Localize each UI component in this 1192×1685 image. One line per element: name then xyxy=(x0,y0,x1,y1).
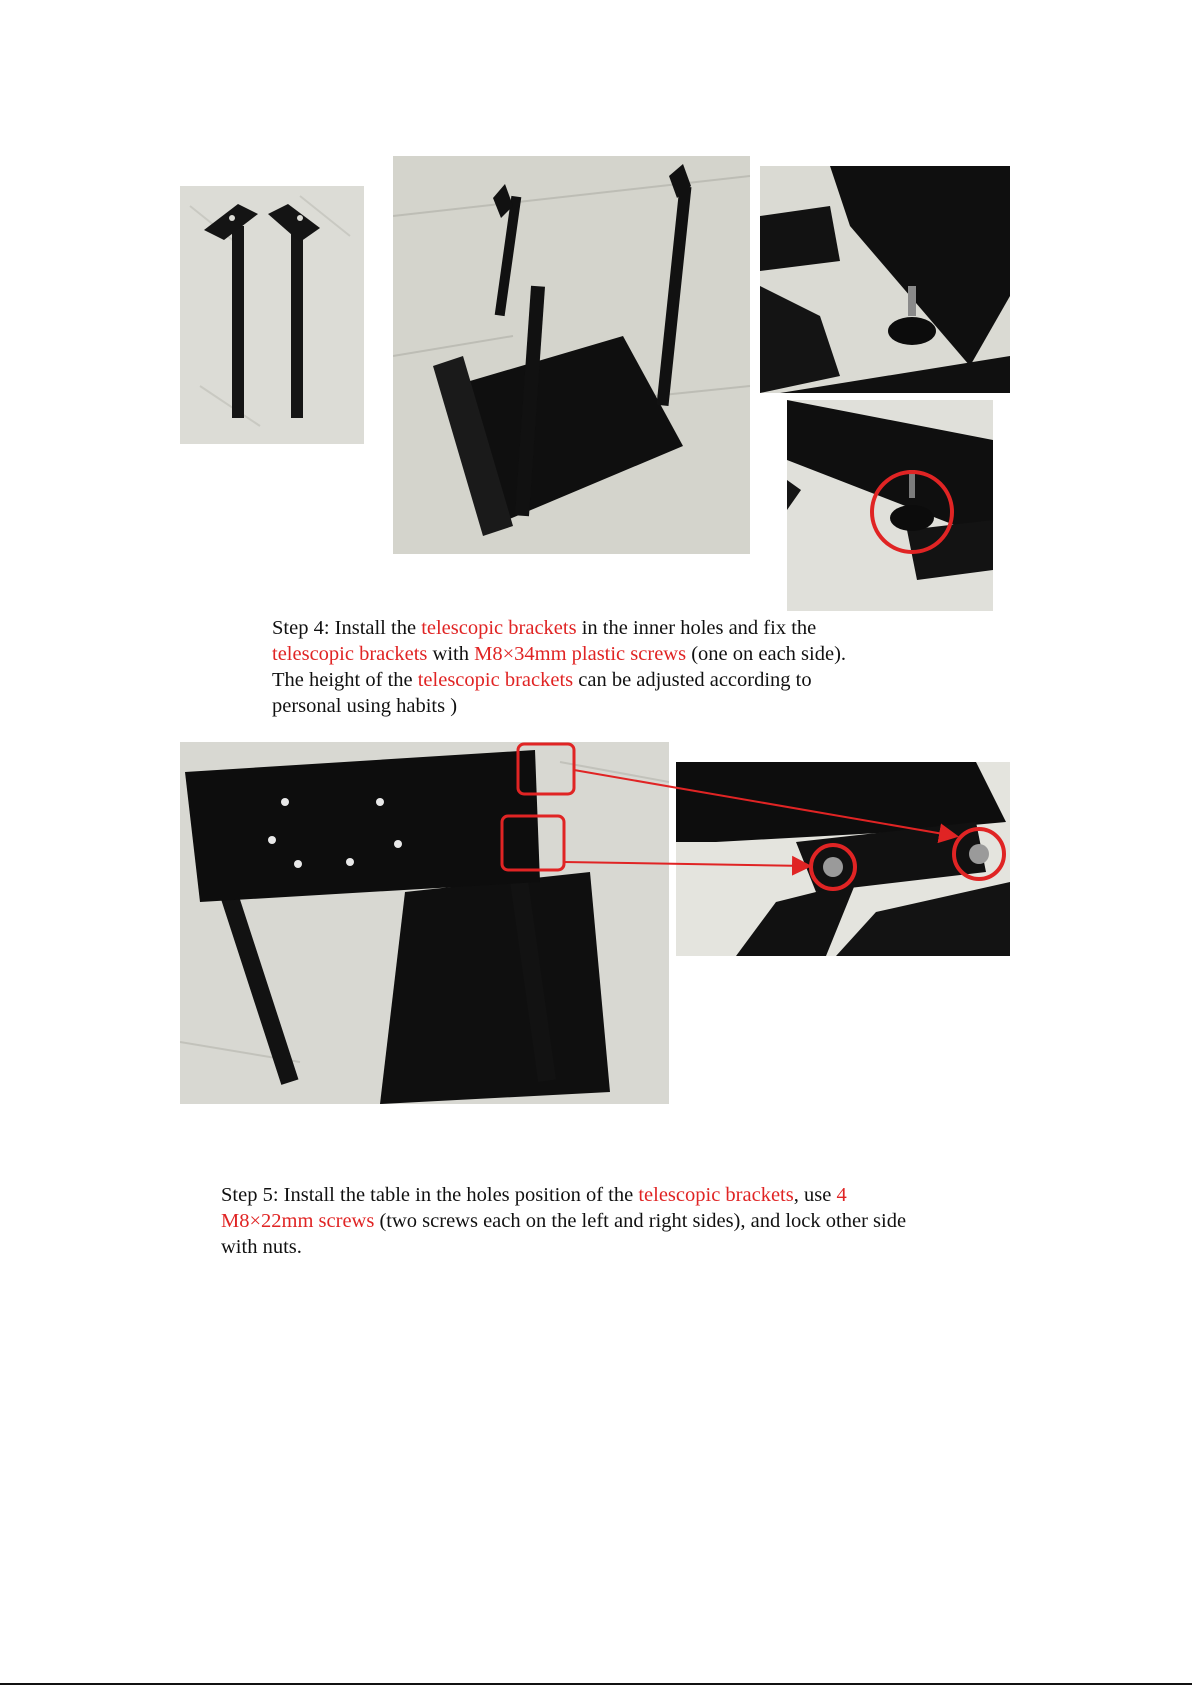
photo-telescopic-brackets-pair xyxy=(180,186,364,444)
step5-line-1-text-a: Step 5: Install the table in the holes position of the xyxy=(221,1184,639,1206)
step5-line-3-text: with nuts. xyxy=(221,1236,302,1258)
step5-line-2-highlight: M8×22mm screws xyxy=(221,1210,375,1232)
step5-line-2-text-b: (two screws each on the left and right sides), and lock other side xyxy=(374,1210,907,1232)
photo-knob-highlighted xyxy=(787,400,993,611)
step4-line-1-text-a: Step 4: Install the xyxy=(272,617,422,639)
photo-knob-closeup xyxy=(760,166,1010,393)
step4-line-1-text-c: in the inner holes and fix the xyxy=(576,617,817,639)
photo-table-mounted xyxy=(180,742,669,1104)
step5-line-1-highlight-b: telescopic brackets xyxy=(638,1184,794,1206)
step4-line-2-highlight-c: M8×34mm plastic screws xyxy=(474,643,687,665)
step4-line-3-text-c: can be adjusted according to xyxy=(573,669,812,691)
step4-line-1 xyxy=(272,615,816,641)
step4-line-2 xyxy=(272,641,846,667)
step4-line-3-text-a: The height of the xyxy=(272,669,418,691)
step4-line-2-highlight-a: telescopic brackets xyxy=(272,643,428,665)
step4-line-3-highlight: telescopic brackets xyxy=(417,669,574,691)
photo-screws-closeup xyxy=(676,762,1010,956)
step4-line-2-text-d: (one on each side). xyxy=(686,643,847,665)
step5-line-1 xyxy=(221,1182,847,1208)
step5-line-2 xyxy=(221,1208,906,1234)
photo-frame-with-brackets-installed xyxy=(393,156,750,554)
step5-line-1-text-c: , use xyxy=(793,1184,837,1206)
step5-line-3 xyxy=(221,1234,302,1260)
step4-line-1-highlight: telescopic brackets xyxy=(421,617,577,639)
step4-line-2-text-b: with xyxy=(427,643,475,665)
step5-line-1-highlight-d: 4 xyxy=(836,1184,847,1206)
step4-line-4 xyxy=(272,693,457,719)
step4-line-4-text: personal using habits ) xyxy=(272,695,458,717)
step4-line-3 xyxy=(272,667,812,693)
